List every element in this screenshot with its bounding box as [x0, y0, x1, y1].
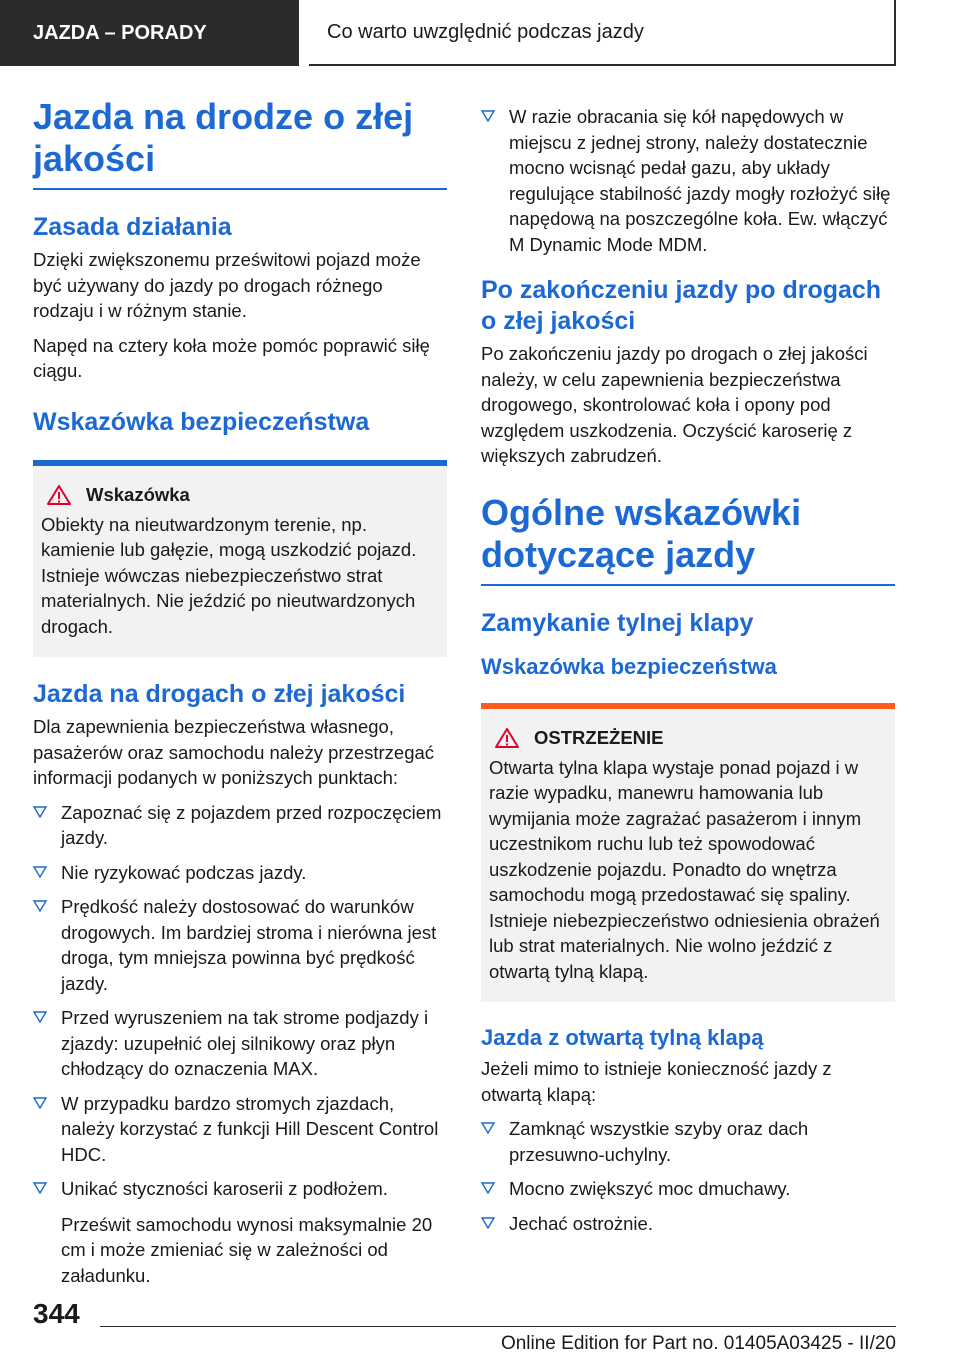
list-item: Przed wyruszeniem na tak strome podjazdy i zjazdy: uzupełnić olej silnikowy oraz płyn chłodzący do oznaczenia MAX.: [33, 1005, 447, 1082]
triangle-bullet-icon: [33, 1097, 47, 1109]
bullet-list-continued: [481, 104, 895, 257]
warning-title: Wskazówka: [41, 484, 434, 506]
list-item: W razie obracania się kół napędowych w miejscu z jednej strony, należy dostatecznie mocno wcisnąć pedał gazu, aby układy regulujące stabilność jazdy mogły rozłożyć siłę napędową na poszczególne koła. Ew. włączyć M Dynamic Mode MDM.: [481, 104, 895, 257]
list-item: Unikać styczności karoserii z podłożem.: [33, 1176, 447, 1202]
heading-safety-2: Wskazówka bezpieczeństwa: [481, 653, 777, 679]
page-header: [0, 0, 960, 66]
list-item: Zamknąć wszystkie szyby oraz dach przesuwno-uchylny.: [481, 1116, 895, 1167]
section-tab: JAZDA – PORADY: [0, 0, 299, 66]
right-column: [481, 104, 895, 1246]
edition-info: Online Edition for Part no. 01405A03425 - II/20: [500, 1333, 896, 1354]
page-number: 344: [33, 1298, 80, 1329]
warning-box: [33, 466, 447, 658]
bullet-list: [33, 800, 447, 1202]
bullet-list: [481, 1116, 895, 1236]
warning-box: [481, 709, 895, 1003]
heading-zasada: Zasada działania: [33, 213, 232, 241]
triangle-bullet-icon: [33, 1011, 47, 1023]
title-block: [33, 96, 447, 190]
triangle-bullet-icon: [481, 1217, 495, 1229]
list-item-note: Prześwit samochodu wynosi maksymalnie 20 cm i może zmieniać się w zależności od załadunku.: [61, 1213, 433, 1286]
section-title: Ogólne wskazówki dotyczące jazdy: [481, 491, 802, 575]
list-item: Zapoznać się z pojazdem przed rozpoczęciem jazdy.: [33, 800, 447, 851]
heading-safety: Wskazówka bezpieczeństwa: [33, 407, 370, 436]
paragraph: Napęd na cztery koła może pomóc poprawić siłę ciągu.: [33, 334, 430, 381]
paragraph: Jeżeli mimo to istnieje konieczność jazdy z otwartą klapą:: [481, 1058, 832, 1105]
triangle-bullet-icon: [33, 806, 47, 818]
paragraph: Dla zapewnienia bezpieczeństwa własnego, pasażerów oraz samochodu należy przestrzegać informacji podanych w poniższych punktach:: [33, 716, 435, 788]
list-item: W przypadku bardzo stromych zjazdach, należy korzystać z funkcji Hill Descent Control HDC.: [33, 1091, 447, 1168]
list-item: Mocno zwiększyć moc dmuchawy.: [481, 1176, 895, 1202]
warning-title: OSTRZEŻENIE: [489, 727, 882, 749]
list-item: Nie ryzykować podczas jazdy.: [33, 860, 447, 886]
triangle-bullet-icon: [33, 866, 47, 878]
triangle-bullet-icon: [481, 1122, 495, 1134]
left-column: [33, 96, 447, 1288]
triangle-bullet-icon: [33, 900, 47, 912]
triangle-bullet-icon: [33, 1182, 47, 1194]
warning-triangle-icon: [46, 484, 72, 506]
list-item: Prędkość należy dostosować do warunków drogowych. Im bardziej stroma i nierówna jest droga, tym mniejsza powinna być prędkość jazdy.: [33, 894, 447, 996]
triangle-bullet-icon: [481, 110, 495, 122]
subsection-title: Co warto uwzględnić podczas jazdy: [309, 0, 896, 66]
heading-after-driving: Po zakończeniu jazdy po drogach o złej jakości: [481, 276, 882, 335]
warning-text: Obiekty na nieutwardzonym terenie, np. kamienie lub gałęzie, mogą uszkodzić pojazd. Istnieje wówczas niebezpieczeństwo strat materialnych. Nie jeździć po nieutwardzonych drogach.: [41, 513, 417, 637]
title-block-2: [481, 492, 895, 586]
warning-triangle-icon: [494, 727, 520, 749]
footer-divider: [100, 1326, 896, 1327]
heading-open-tailgate: Jazda z otwartą tylną klapą: [481, 1025, 764, 1050]
paragraph: Po zakończeniu jazdy po drogach o złej jakości należy, w celu zapewnienia bezpieczeństwa drogowego, skontrolować koła i opony pod względem uszkodzenia. Oczyścić karoserię z większych zabrudzeń.: [481, 343, 868, 466]
warning-text: Otwarta tylna klapa wystaje ponad pojazd i w razie wypadku, manewru hamowania lub wymijania może zagrażać pasażerom i innym uczestnikom ruchu lub też spowodować uszkodzenie pojazdu. Ponadto do wnętrza samochodu mogą przedostawać się spaliny. Istnieje niebezpieczeństwo odniesienia obrażeń lub strat materialnych. Nie wolno jeździć z otwartą tylną klapą.: [489, 756, 880, 982]
triangle-bullet-icon: [481, 1182, 495, 1194]
heading-bad-roads: Jazda na drogach o złej jakości: [33, 680, 406, 708]
list-item: Jechać ostrożnie.: [481, 1211, 895, 1237]
heading-tailgate: Zamykanie tylnej klapy: [481, 608, 754, 637]
page-title: Jazda na drodze o złej jakości: [33, 96, 414, 179]
paragraph: Dzięki zwiększonemu prześwitowi pojazd może być używany do jazdy po drogach różnego rodzaju i w różnym stanie.: [33, 249, 421, 321]
